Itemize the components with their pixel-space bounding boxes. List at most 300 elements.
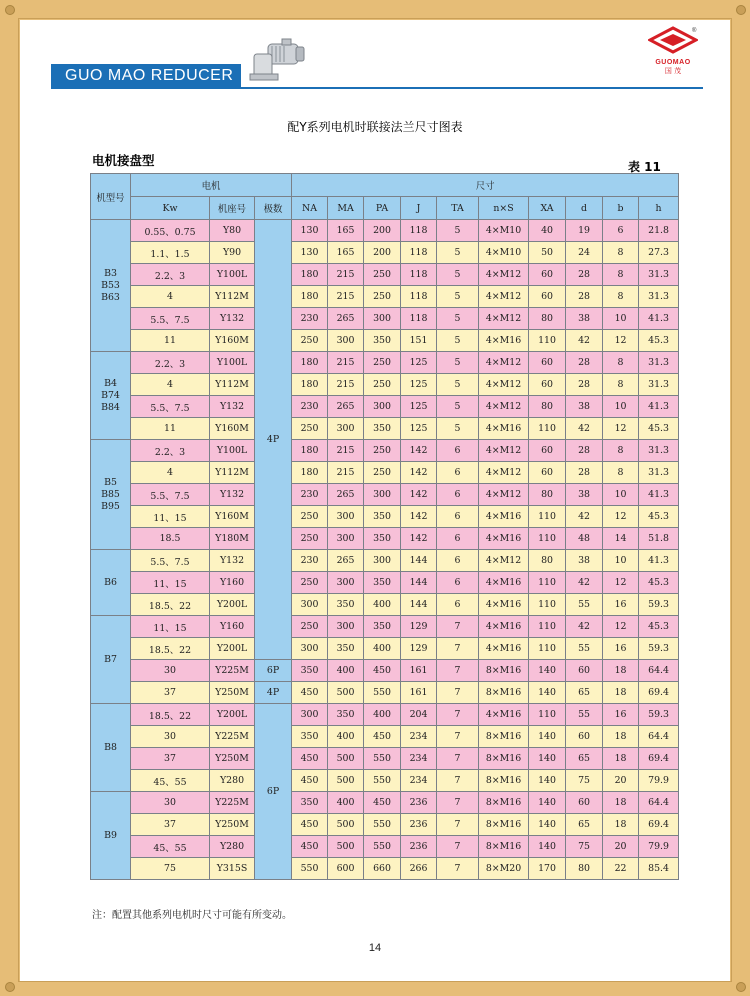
table-cell: 75 (566, 836, 603, 858)
table-cell: Y250M (210, 682, 255, 704)
table-cell: Y200L (210, 638, 255, 660)
table-row (91, 660, 679, 682)
subheader-cell: TA (437, 197, 479, 220)
subheader-cell: 机座号 (210, 197, 255, 220)
model-cell: B4 B74 B84 (91, 352, 131, 440)
table-cell: 450 (292, 814, 328, 836)
table-row (91, 682, 679, 704)
table-cell: 10 (603, 484, 639, 506)
table-cell: 28 (566, 374, 603, 396)
table-cell: 125 (401, 374, 437, 396)
table-cell: 140 (529, 726, 566, 748)
table-cell: Y250M (210, 748, 255, 770)
table-cell: 45.3 (639, 418, 679, 440)
table-cell: 350 (364, 330, 401, 352)
table-cell: 144 (401, 550, 437, 572)
table-cell: 8 (603, 264, 639, 286)
table-cell: Y225M (210, 660, 255, 682)
table-cell: 450 (292, 770, 328, 792)
table-cell: 4×M12 (479, 352, 529, 374)
table-cell: 60 (529, 264, 566, 286)
table-cell: 5 (437, 352, 479, 374)
table-cell: 64.4 (639, 792, 679, 814)
table-cell: 31.3 (639, 462, 679, 484)
table-cell: 4×M12 (479, 396, 529, 418)
table-cell: 450 (364, 726, 401, 748)
table-cell: 42 (566, 418, 603, 440)
table-cell: 110 (529, 506, 566, 528)
table-row (91, 572, 679, 594)
table-cell: 5 (437, 286, 479, 308)
model-cell: B8 (91, 704, 131, 792)
table-cell: 18.5 (131, 528, 210, 550)
table-cell: 300 (364, 396, 401, 418)
table-row (91, 352, 679, 374)
subheader-cell: b (603, 197, 639, 220)
table-cell: 170 (529, 858, 566, 880)
table-cell: 4×M16 (479, 704, 529, 726)
table-cell: 130 (292, 242, 328, 264)
table-cell: 8 (603, 352, 639, 374)
logo-chinese: 国 茂 (664, 67, 682, 75)
table-cell: 8×M16 (479, 726, 529, 748)
table-cell: 60 (529, 286, 566, 308)
table-cell: 230 (292, 396, 328, 418)
table-cell: 400 (328, 792, 364, 814)
table-cell: 38 (566, 484, 603, 506)
table-cell: 75 (566, 770, 603, 792)
header-model: 机型号 (91, 174, 131, 220)
table-cell: 4×M12 (479, 484, 529, 506)
table-cell: 215 (328, 462, 364, 484)
table-cell: 48 (566, 528, 603, 550)
table-cell: 41.3 (639, 550, 679, 572)
table-cell: 64.4 (639, 726, 679, 748)
table-cell: 250 (292, 572, 328, 594)
table-cell: 4×M12 (479, 286, 529, 308)
table-cell: 400 (328, 726, 364, 748)
table-cell: 234 (401, 748, 437, 770)
table-cell: 140 (529, 792, 566, 814)
table-cell: 250 (292, 418, 328, 440)
table-cell: 37 (131, 748, 210, 770)
table-cell: 161 (401, 660, 437, 682)
table-cell: 4×M12 (479, 440, 529, 462)
table-cell: 236 (401, 836, 437, 858)
table-cell: 22 (603, 858, 639, 880)
table-cell: 28 (566, 462, 603, 484)
table-cell: 5 (437, 264, 479, 286)
table-cell: 300 (328, 572, 364, 594)
table-cell: 30 (131, 726, 210, 748)
table-cell: 60 (566, 726, 603, 748)
table-cell: 180 (292, 264, 328, 286)
table-cell: 18 (603, 792, 639, 814)
table-cell: 4×M16 (479, 572, 529, 594)
table-cell: 21.8 (639, 220, 679, 242)
table-cell: 8×M20 (479, 858, 529, 880)
table-cell: 215 (328, 286, 364, 308)
table-cell: 45.3 (639, 506, 679, 528)
table-row (91, 220, 679, 242)
table-cell: 6 (437, 440, 479, 462)
table-cell: Y315S (210, 858, 255, 880)
page-number: 14 (368, 942, 382, 954)
table-cell: 8 (603, 374, 639, 396)
table-cell: 31.3 (639, 374, 679, 396)
table-cell: Y160 (210, 616, 255, 638)
table-cell: 5 (437, 220, 479, 242)
table-cell: 5 (437, 374, 479, 396)
table-cell: 8 (603, 462, 639, 484)
table-cell: 350 (364, 528, 401, 550)
table-cell: 16 (603, 594, 639, 616)
subheader-cell: d (566, 197, 603, 220)
table-cell: 59.3 (639, 594, 679, 616)
table-cell: 80 (529, 484, 566, 506)
table-cell: 60 (529, 440, 566, 462)
table-cell: 300 (328, 616, 364, 638)
table-cell: 400 (364, 594, 401, 616)
table-cell: 300 (292, 704, 328, 726)
table-cell: 7 (437, 638, 479, 660)
table-cell: 350 (328, 594, 364, 616)
table-cell: 27.3 (639, 242, 679, 264)
table-cell: 75 (131, 858, 210, 880)
table-cell: Y280 (210, 836, 255, 858)
table-cell: 300 (364, 484, 401, 506)
table-cell: 250 (364, 440, 401, 462)
table-cell: 6 (437, 528, 479, 550)
table-cell: 450 (364, 792, 401, 814)
table-cell: 110 (529, 528, 566, 550)
table-cell: 500 (328, 814, 364, 836)
table-cell: 16 (603, 704, 639, 726)
table-cell: 38 (566, 396, 603, 418)
table-cell: 4×M12 (479, 264, 529, 286)
table-cell: 60 (529, 374, 566, 396)
table-cell: 4×M12 (479, 308, 529, 330)
table-cell: 300 (364, 308, 401, 330)
table-cell: 151 (401, 330, 437, 352)
subheader-cell: Kw (131, 197, 210, 220)
table-row (91, 440, 679, 462)
table-row (91, 594, 679, 616)
table-cell: 7 (437, 748, 479, 770)
table-cell: 8×M16 (479, 770, 529, 792)
table-cell: 180 (292, 352, 328, 374)
table-cell: 69.4 (639, 682, 679, 704)
table-cell: 60 (529, 462, 566, 484)
table-cell: 230 (292, 550, 328, 572)
table-cell: 4×M16 (479, 418, 529, 440)
table-cell: 142 (401, 528, 437, 550)
table-cell: Y100L (210, 440, 255, 462)
table-cell: Y250M (210, 814, 255, 836)
table-cell: 550 (364, 770, 401, 792)
table-cell: 4×M16 (479, 506, 529, 528)
table-cell: 129 (401, 616, 437, 638)
table-cell: 18.5、22 (131, 704, 210, 726)
table-cell: 37 (131, 682, 210, 704)
table-cell: 165 (328, 242, 364, 264)
company-logo (640, 26, 706, 76)
table-row (91, 814, 679, 836)
table-cell: 4×M10 (479, 220, 529, 242)
table-row (91, 308, 679, 330)
frame-rivet (5, 982, 15, 992)
table-cell: 40 (529, 220, 566, 242)
table-cell: 2.2、3 (131, 264, 210, 286)
table-cell: 450 (292, 682, 328, 704)
table-cell: 60 (566, 792, 603, 814)
table-cell: 55 (566, 594, 603, 616)
table-cell: 600 (328, 858, 364, 880)
table-cell: 660 (364, 858, 401, 880)
table-cell: 234 (401, 770, 437, 792)
table-cell: 10 (603, 396, 639, 418)
table-cell: Y90 (210, 242, 255, 264)
table-cell: Y225M (210, 726, 255, 748)
table-cell: 180 (292, 374, 328, 396)
table-row (91, 770, 679, 792)
table-cell: 55 (566, 704, 603, 726)
table-cell: 142 (401, 462, 437, 484)
table-cell: 140 (529, 836, 566, 858)
table-cell: 5 (437, 330, 479, 352)
subheader-cell: PA (364, 197, 401, 220)
table-cell: 7 (437, 682, 479, 704)
table-cell: 4×M16 (479, 594, 529, 616)
table-cell: 140 (529, 660, 566, 682)
table-row (91, 264, 679, 286)
table-cell: 5 (437, 396, 479, 418)
table-cell: 4×M16 (479, 528, 529, 550)
table-cell: 110 (529, 616, 566, 638)
header-rule (51, 87, 703, 89)
table-cell: 5 (437, 418, 479, 440)
table-cell: 129 (401, 638, 437, 660)
table-cell: Y200L (210, 704, 255, 726)
table-cell: 45.3 (639, 330, 679, 352)
table-cell: 41.3 (639, 396, 679, 418)
table-cell: 45、55 (131, 770, 210, 792)
table-cell: 215 (328, 264, 364, 286)
table-row (91, 550, 679, 572)
table-cell: 4 (131, 374, 210, 396)
table-cell: Y280 (210, 770, 255, 792)
table-row (91, 418, 679, 440)
table-cell: 5.5、7.5 (131, 550, 210, 572)
table-cell: 265 (328, 550, 364, 572)
table-cell: Y112M (210, 374, 255, 396)
table-cell: 1.1、1.5 (131, 242, 210, 264)
table-cell: 12 (603, 506, 639, 528)
table-row (91, 506, 679, 528)
table-cell: 350 (292, 726, 328, 748)
table-cell: 7 (437, 814, 479, 836)
table-cell: 4 (131, 286, 210, 308)
table-cell: 7 (437, 792, 479, 814)
table-cell: 4×M16 (479, 638, 529, 660)
table-row (91, 638, 679, 660)
table-cell: 8×M16 (479, 814, 529, 836)
table-cell: 6 (437, 484, 479, 506)
table-cell: 265 (328, 484, 364, 506)
subheader-cell: MA (328, 197, 364, 220)
table-cell: 350 (328, 638, 364, 660)
table-cell: 500 (328, 748, 364, 770)
model-cell: B5 B85 B95 (91, 440, 131, 550)
table-cell: 140 (529, 770, 566, 792)
table-cell: 60 (566, 660, 603, 682)
table-cell: 140 (529, 748, 566, 770)
table-cell: 31.3 (639, 286, 679, 308)
table-cell: 69.4 (639, 814, 679, 836)
table-cell: 7 (437, 836, 479, 858)
table-cell: 42 (566, 506, 603, 528)
table-cell: 30 (131, 660, 210, 682)
table-cell: 55 (566, 638, 603, 660)
table-cell: 45.3 (639, 616, 679, 638)
table-cell: 80 (529, 308, 566, 330)
table-cell: 60 (529, 352, 566, 374)
subheader-cell: NA (292, 197, 328, 220)
poles-cell: 4P (255, 682, 292, 704)
table-cell: 215 (328, 352, 364, 374)
table-cell: 65 (566, 814, 603, 836)
table-cell: 266 (401, 858, 437, 880)
table-cell: 38 (566, 550, 603, 572)
table-cell: 215 (328, 440, 364, 462)
flange-dimension-table (90, 173, 679, 880)
table-cell: 59.3 (639, 704, 679, 726)
model-cell: B6 (91, 550, 131, 616)
table-cell: 79.9 (639, 770, 679, 792)
table-row (91, 374, 679, 396)
table-cell: 6 (437, 550, 479, 572)
table-cell: Y180M (210, 528, 255, 550)
table-cell: 110 (529, 638, 566, 660)
table-cell: 42 (566, 330, 603, 352)
table-cell: 110 (529, 418, 566, 440)
table-cell: 12 (603, 418, 639, 440)
table-cell: 250 (364, 462, 401, 484)
table-cell: 10 (603, 550, 639, 572)
table-cell: 45.3 (639, 572, 679, 594)
table-cell: 265 (328, 396, 364, 418)
table-cell: 300 (328, 506, 364, 528)
table-cell: 142 (401, 484, 437, 506)
table-cell: 215 (328, 374, 364, 396)
table-cell: 11、15 (131, 506, 210, 528)
table-cell: 118 (401, 220, 437, 242)
table-cell: 450 (292, 748, 328, 770)
table-cell: 80 (566, 858, 603, 880)
table-cell: Y160M (210, 330, 255, 352)
table-cell: 6 (437, 506, 479, 528)
table-cell: 230 (292, 484, 328, 506)
frame-rivet (736, 982, 746, 992)
table-cell: Y100L (210, 352, 255, 374)
table-cell: 85.4 (639, 858, 679, 880)
table-cell: 7 (437, 660, 479, 682)
table-cell: 8×M16 (479, 748, 529, 770)
brand-banner: GUO MAO REDUCER (51, 64, 241, 88)
table-cell: 180 (292, 286, 328, 308)
table-cell: 20 (603, 836, 639, 858)
table-cell: 18 (603, 660, 639, 682)
table-row (91, 616, 679, 638)
table-cell: 350 (364, 572, 401, 594)
table-cell: 125 (401, 418, 437, 440)
table-cell: 6 (437, 462, 479, 484)
table-cell: 59.3 (639, 638, 679, 660)
table-cell: 500 (328, 836, 364, 858)
table-cell: Y100L (210, 264, 255, 286)
table-cell: 18.5、22 (131, 594, 210, 616)
poles-cell: 6P (255, 660, 292, 682)
table-row (91, 704, 679, 726)
table-cell: 18 (603, 748, 639, 770)
table-cell: 250 (292, 506, 328, 528)
table-cell: 118 (401, 308, 437, 330)
table-row (91, 858, 679, 880)
table-cell: 234 (401, 726, 437, 748)
table-cell: 8×M16 (479, 836, 529, 858)
table-cell: 42 (566, 572, 603, 594)
table-cell: 8×M16 (479, 682, 529, 704)
table-cell: Y132 (210, 396, 255, 418)
header-motor: 电机 (131, 174, 292, 197)
table-cell: 20 (603, 770, 639, 792)
table-cell: 5 (437, 242, 479, 264)
table-cell: 11 (131, 418, 210, 440)
table-cell: 400 (364, 704, 401, 726)
table-row (91, 748, 679, 770)
table-cell: 31.3 (639, 264, 679, 286)
svg-text:®: ® (692, 28, 697, 34)
table-cell: 24 (566, 242, 603, 264)
table-cell: 12 (603, 572, 639, 594)
table-cell: 28 (566, 264, 603, 286)
table-cell: 110 (529, 572, 566, 594)
poles-cell: 4P (255, 220, 292, 660)
table-cell: 250 (364, 374, 401, 396)
table-cell: 110 (529, 594, 566, 616)
model-cell: B9 (91, 792, 131, 880)
table-cell: 8×M16 (479, 792, 529, 814)
table-cell: 51.8 (639, 528, 679, 550)
table-cell: 350 (364, 506, 401, 528)
table-cell: 18.5、22 (131, 638, 210, 660)
footnote: 注：配置其他系列电机时尺寸可能有所变动。 (92, 910, 292, 921)
table-cell: 31.3 (639, 440, 679, 462)
table-cell: 230 (292, 308, 328, 330)
table-cell: 350 (364, 616, 401, 638)
gearmotor-illustration (248, 36, 310, 90)
table-cell: Y112M (210, 286, 255, 308)
table-cell: 140 (529, 682, 566, 704)
table-cell: 165 (328, 220, 364, 242)
table-cell: Y132 (210, 308, 255, 330)
table-cell: 18 (603, 726, 639, 748)
table-cell: 5.5、7.5 (131, 484, 210, 506)
subheader-cell: h (639, 197, 679, 220)
table-cell: 118 (401, 286, 437, 308)
table-cell: Y160M (210, 506, 255, 528)
table-cell: 5.5、7.5 (131, 396, 210, 418)
